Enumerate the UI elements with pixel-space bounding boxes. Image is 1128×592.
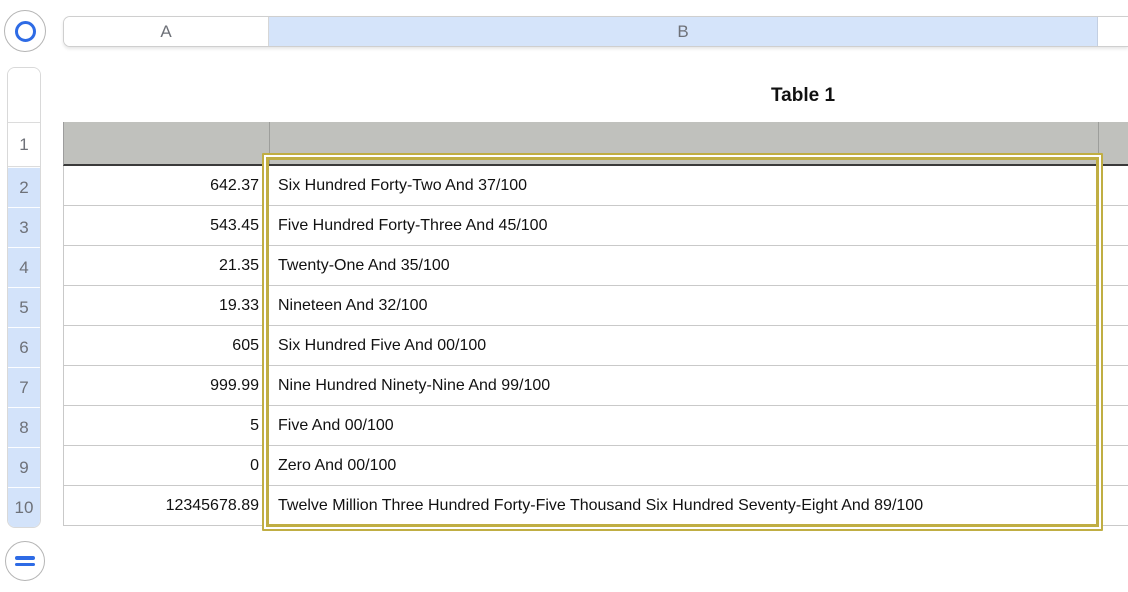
row-header-4[interactable]: 4 bbox=[8, 247, 40, 287]
cell-B3[interactable]: Five Hundred Forty-Three And 45/100 bbox=[268, 206, 1097, 245]
cell-A8[interactable]: 5 bbox=[63, 406, 268, 445]
gridline-b-c bbox=[1098, 122, 1099, 164]
add-rows-icon bbox=[15, 563, 35, 567]
cell-B4[interactable]: Twenty-One And 35/100 bbox=[268, 246, 1097, 285]
row-header-2[interactable]: 2 bbox=[8, 167, 40, 207]
table-select-handle[interactable] bbox=[4, 10, 46, 52]
table-select-icon bbox=[15, 21, 36, 42]
row-header-3[interactable]: 3 bbox=[8, 207, 40, 247]
add-rows-icon bbox=[15, 556, 35, 560]
cell-C4[interactable] bbox=[1097, 246, 1128, 285]
table-row-6 bbox=[63, 326, 1128, 366]
cell-B9[interactable]: Zero And 00/100 bbox=[268, 446, 1097, 485]
gridline-a-b bbox=[269, 122, 270, 164]
table-row-2 bbox=[63, 166, 1128, 206]
table-row-4 bbox=[63, 246, 1128, 286]
column-header-B-selected[interactable]: B bbox=[269, 17, 1098, 46]
row-header-5[interactable]: 5 bbox=[8, 287, 40, 327]
column-header-A[interactable]: A bbox=[64, 17, 269, 46]
cell-A7[interactable]: 999.99 bbox=[63, 366, 268, 405]
row-header-1[interactable]: 1 bbox=[8, 123, 40, 167]
cell-C3[interactable] bbox=[1097, 206, 1128, 245]
cell-C8[interactable] bbox=[1097, 406, 1128, 445]
cell-B7[interactable]: Nine Hundred Ninety-Nine And 99/100 bbox=[268, 366, 1097, 405]
table-row-5 bbox=[63, 286, 1128, 326]
cell-C6[interactable] bbox=[1097, 326, 1128, 365]
cell-A5[interactable]: 19.33 bbox=[63, 286, 268, 325]
cell-B10[interactable]: Twelve Million Three Hundred Forty-Five Thousand Six Hundred Seventy-Eight And 89/100 bbox=[268, 486, 1097, 525]
table-header-row-1[interactable] bbox=[63, 122, 1128, 166]
row-header-9[interactable]: 9 bbox=[8, 447, 40, 487]
add-rows-handle[interactable] bbox=[5, 541, 45, 581]
column-header-bar bbox=[63, 16, 1128, 47]
cell-A6[interactable]: 605 bbox=[63, 326, 268, 365]
cell-C2[interactable] bbox=[1097, 166, 1128, 205]
row-header-7[interactable]: 7 bbox=[8, 367, 40, 407]
table-row-9 bbox=[63, 446, 1128, 486]
table-row-7 bbox=[63, 366, 1128, 406]
row-header-6[interactable]: 6 bbox=[8, 327, 40, 367]
cell-B5[interactable]: Nineteen And 32/100 bbox=[268, 286, 1097, 325]
row-header-strip bbox=[7, 67, 41, 528]
cell-A10[interactable]: 12345678.89 bbox=[63, 486, 268, 525]
table-title[interactable]: Table 1 bbox=[770, 85, 836, 106]
cell-B2[interactable]: Six Hundred Forty-Two And 37/100 bbox=[268, 166, 1097, 205]
cell-A9[interactable]: 0 bbox=[63, 446, 268, 485]
cell-A2[interactable]: 642.37 bbox=[63, 166, 268, 205]
row-header-10[interactable]: 10 bbox=[8, 487, 40, 527]
cell-C10[interactable] bbox=[1097, 486, 1128, 525]
cell-C7[interactable] bbox=[1097, 366, 1128, 405]
column-header-C-partial[interactable] bbox=[1098, 17, 1128, 46]
row-header-8[interactable]: 8 bbox=[8, 407, 40, 447]
table-row-3 bbox=[63, 206, 1128, 246]
row-strip-spacer bbox=[8, 68, 40, 123]
cell-A4[interactable]: 21.35 bbox=[63, 246, 268, 285]
table-body bbox=[63, 166, 1128, 526]
cell-C5[interactable] bbox=[1097, 286, 1128, 325]
cell-A3[interactable]: 543.45 bbox=[63, 206, 268, 245]
cell-B6[interactable]: Six Hundred Five And 00/100 bbox=[268, 326, 1097, 365]
table-row-8 bbox=[63, 406, 1128, 446]
cell-B8[interactable]: Five And 00/100 bbox=[268, 406, 1097, 445]
cell-C9[interactable] bbox=[1097, 446, 1128, 485]
table-row-10 bbox=[63, 486, 1128, 526]
